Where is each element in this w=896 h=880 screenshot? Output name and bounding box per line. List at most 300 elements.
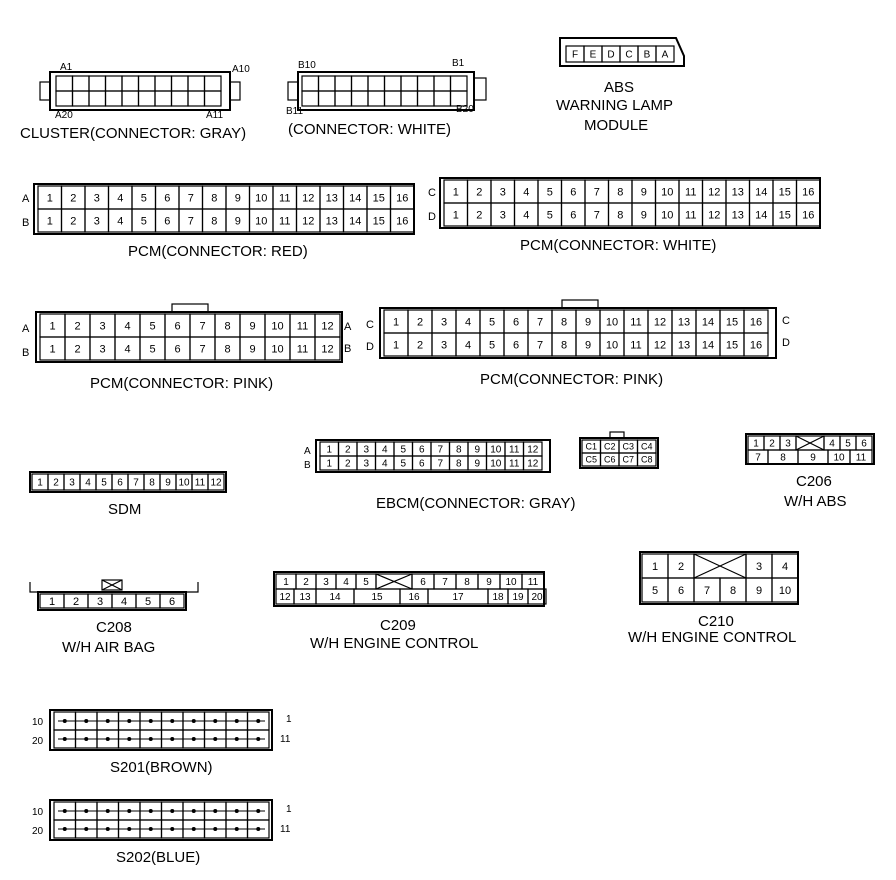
cluster-corner-a10: A10 <box>232 64 250 75</box>
c-pin <box>582 440 601 453</box>
pcm-pin <box>562 203 586 226</box>
svg-text:2: 2 <box>769 438 775 450</box>
svg-text:3: 3 <box>363 458 370 470</box>
s202-corner-20: 20 <box>32 826 44 837</box>
pcm-pin <box>65 337 90 360</box>
svg-text:1: 1 <box>651 560 659 573</box>
c208-connector <box>30 580 198 610</box>
svg-text:1: 1 <box>326 458 333 470</box>
svg-text:7: 7 <box>199 320 206 333</box>
pcm-pin <box>672 310 696 333</box>
svg-text:9: 9 <box>249 343 256 356</box>
svg-text:4: 4 <box>781 560 789 573</box>
svg-text:4: 4 <box>464 339 472 352</box>
pcm-pin <box>750 203 774 226</box>
ebcm-row-a: A <box>304 446 311 457</box>
c209-pin <box>354 589 400 604</box>
c210-pin <box>746 554 772 578</box>
svg-text:5: 5 <box>400 458 407 470</box>
svg-text:16: 16 <box>802 209 815 222</box>
svg-text:3: 3 <box>499 186 506 199</box>
svg-text:12: 12 <box>653 339 667 352</box>
pcm-pin <box>179 209 203 232</box>
pcm-pin <box>744 310 768 333</box>
c206-pin <box>748 436 764 450</box>
pcm-red-row-a: A <box>22 193 30 205</box>
pcm-pin <box>726 180 750 203</box>
pcm-pin <box>576 310 600 333</box>
svg-text:5: 5 <box>546 209 553 222</box>
sdm-label: SDM <box>108 501 142 518</box>
svg-text:12: 12 <box>302 192 315 205</box>
pcm-pin <box>273 209 297 232</box>
svg-text:3: 3 <box>99 343 106 356</box>
ebcm-pin <box>505 442 524 456</box>
pcm-pin <box>750 180 774 203</box>
pcm-pin <box>179 186 203 209</box>
pcm-pink-12-connector <box>22 304 352 362</box>
pcm-pin <box>265 337 290 360</box>
svg-text:5: 5 <box>400 444 407 456</box>
svg-text:1: 1 <box>37 477 43 489</box>
svg-text:7: 7 <box>133 477 139 489</box>
svg-text:9: 9 <box>640 209 647 222</box>
svg-text:1: 1 <box>452 186 459 199</box>
svg-text:3: 3 <box>440 316 448 329</box>
pcm-pin <box>240 314 265 337</box>
svg-text:9: 9 <box>234 215 241 228</box>
c-pin <box>601 453 620 466</box>
ebcm-pin <box>394 442 413 456</box>
svg-text:8: 8 <box>211 192 218 205</box>
svg-text:13: 13 <box>677 339 691 352</box>
pcm-pin <box>62 186 86 209</box>
svg-text:1: 1 <box>49 320 56 333</box>
svg-text:8: 8 <box>729 584 737 597</box>
c208-label-1: C208 <box>96 619 132 636</box>
cluster-label: CLUSTER(CONNECTOR: GRAY) <box>20 125 247 142</box>
pcm-pin <box>585 203 609 226</box>
s202-corner-11: 11 <box>280 824 291 835</box>
svg-text:10: 10 <box>178 477 190 489</box>
pcm-pin <box>515 180 539 203</box>
svg-text:10: 10 <box>490 444 502 456</box>
white-cell <box>418 76 435 91</box>
abs-pin <box>656 46 674 62</box>
svg-text:6: 6 <box>164 192 171 205</box>
pcm-pin <box>609 203 633 226</box>
svg-text:10: 10 <box>661 186 674 199</box>
pcm-pin <box>165 337 190 360</box>
pcm-pin <box>528 333 552 356</box>
svg-text:10: 10 <box>490 458 502 470</box>
svg-text:4: 4 <box>343 577 349 589</box>
sdm-pin <box>208 474 224 490</box>
sdm-pin <box>96 474 112 490</box>
c210-pin <box>772 554 798 578</box>
svg-text:8: 8 <box>224 320 231 333</box>
svg-text:7: 7 <box>187 215 194 228</box>
svg-text:16: 16 <box>396 192 409 205</box>
c206-pin <box>764 436 780 450</box>
cluster-corner-a20: A20 <box>55 110 73 121</box>
svg-text:5: 5 <box>101 477 107 489</box>
svg-text:15: 15 <box>725 316 739 329</box>
c209-pin <box>316 574 336 589</box>
svg-text:8: 8 <box>224 343 231 356</box>
c210-label-1: C210 <box>698 613 734 630</box>
pcm-pink-16-connector <box>366 300 790 358</box>
svg-text:14: 14 <box>701 316 715 329</box>
pcm-pink12-row-b: B <box>22 347 30 359</box>
pcm-pin <box>609 180 633 203</box>
pcm-pin <box>226 186 250 209</box>
svg-text:7: 7 <box>437 458 444 470</box>
svg-text:4: 4 <box>381 444 388 456</box>
svg-text:10: 10 <box>778 584 792 597</box>
pcm-pin <box>40 314 65 337</box>
svg-text:13: 13 <box>677 316 691 329</box>
s202-label: S202(BLUE) <box>116 849 201 866</box>
svg-text:3: 3 <box>499 209 506 222</box>
c208-pin <box>112 594 136 608</box>
cluster-gray-connector <box>40 62 250 121</box>
svg-text:4: 4 <box>120 595 128 608</box>
pcm-white-connector <box>428 178 820 228</box>
svg-text:13: 13 <box>731 186 744 199</box>
pcm-pin <box>648 333 672 356</box>
cluster-cell <box>73 76 90 91</box>
ebcm-pin <box>357 442 376 456</box>
pcm-pin <box>40 337 65 360</box>
c209-pin <box>336 574 356 589</box>
abs-pin <box>566 46 584 62</box>
ebcm-pin <box>339 456 358 470</box>
cluster-cell <box>139 76 156 91</box>
c206-pin <box>748 450 768 464</box>
sdm-pin <box>32 474 48 490</box>
svg-text:7: 7 <box>593 209 600 222</box>
cluster-cell <box>139 91 156 106</box>
pcm-pin <box>538 203 562 226</box>
pcm-pin <box>552 333 576 356</box>
svg-text:15: 15 <box>725 339 739 352</box>
svg-text:14: 14 <box>349 192 362 205</box>
svg-text:4: 4 <box>464 316 472 329</box>
pcm-pin <box>85 186 109 209</box>
c206-pin <box>824 436 840 450</box>
svg-text:15: 15 <box>372 192 385 205</box>
ebcm-pin <box>431 442 450 456</box>
s201-corner-20: 20 <box>32 736 44 747</box>
pcm-pink12-row-a-right: A <box>344 321 352 333</box>
ebcm-row-b: B <box>304 460 311 471</box>
svg-text:12: 12 <box>708 186 721 199</box>
s201-corner-10: 10 <box>32 717 44 728</box>
svg-text:10: 10 <box>605 316 619 329</box>
svg-text:8: 8 <box>455 444 462 456</box>
pcm-pin <box>115 314 140 337</box>
svg-text:1: 1 <box>48 595 56 608</box>
cluster-cell <box>56 91 73 106</box>
svg-text:4: 4 <box>117 192 124 205</box>
ebcm-pin <box>357 456 376 470</box>
pcm-pin <box>90 314 115 337</box>
pcm-pin <box>797 180 821 203</box>
c209-pin <box>428 589 488 604</box>
svg-text:6: 6 <box>570 209 577 222</box>
cluster-cell <box>56 76 73 91</box>
pcm-pin <box>85 209 109 232</box>
c209-pin <box>434 574 456 589</box>
c210-pin <box>642 554 668 578</box>
svg-text:5: 5 <box>488 316 496 329</box>
svg-text:1: 1 <box>452 209 459 222</box>
pcm-pin <box>250 186 274 209</box>
svg-text:10: 10 <box>271 343 284 356</box>
svg-text:7: 7 <box>536 339 544 352</box>
cluster-white-connector <box>286 58 486 117</box>
sdm-pin <box>128 474 144 490</box>
svg-text:9: 9 <box>755 584 763 597</box>
pcm-pin <box>679 180 703 203</box>
svg-text:6: 6 <box>861 438 867 450</box>
svg-text:12: 12 <box>321 343 334 356</box>
svg-text:13: 13 <box>299 592 311 604</box>
ebcm-pin <box>431 456 450 470</box>
svg-text:9: 9 <box>474 458 481 470</box>
svg-text:10: 10 <box>271 320 284 333</box>
svg-text:12: 12 <box>527 444 539 456</box>
svg-text:12: 12 <box>210 477 222 489</box>
svg-text:6: 6 <box>420 577 426 589</box>
svg-text:2: 2 <box>70 192 77 205</box>
c210-blank-x <box>694 554 746 578</box>
svg-text:7: 7 <box>437 444 444 456</box>
white-cell <box>368 91 385 106</box>
svg-text:8: 8 <box>560 316 568 329</box>
sdm-pin <box>64 474 80 490</box>
pcm-pin <box>720 333 744 356</box>
white-cell <box>319 76 336 91</box>
svg-text:C2: C2 <box>603 441 616 452</box>
ebcm-pin <box>376 442 395 456</box>
svg-text:1: 1 <box>46 192 53 205</box>
white-corner-b11: B11 <box>286 106 304 117</box>
svg-text:11: 11 <box>630 339 642 352</box>
svg-text:14: 14 <box>329 592 341 604</box>
c210-pin <box>668 578 694 602</box>
c206-pin <box>850 450 872 464</box>
cluster-corner-a1: A1 <box>60 62 73 73</box>
pcm-pin <box>624 310 648 333</box>
svg-text:9: 9 <box>249 320 256 333</box>
svg-text:6: 6 <box>418 444 425 456</box>
pcm-pin <box>140 337 165 360</box>
svg-text:2: 2 <box>74 320 81 333</box>
svg-text:10: 10 <box>833 452 845 464</box>
svg-text:13: 13 <box>325 215 338 228</box>
pcm-pin <box>384 310 408 333</box>
svg-text:C4: C4 <box>640 441 653 452</box>
svg-text:3: 3 <box>785 438 791 450</box>
pcm-pin <box>726 203 750 226</box>
svg-text:F: F <box>571 49 579 61</box>
ebcm-pin <box>394 456 413 470</box>
pcm-pink-label-1: PCM(CONNECTOR: PINK) <box>90 375 274 392</box>
pcm-pink-label-2: PCM(CONNECTOR: PINK) <box>480 371 664 388</box>
svg-text:2: 2 <box>677 560 685 573</box>
pcm-pin <box>576 333 600 356</box>
pcm-pin <box>585 180 609 203</box>
c210-pin <box>772 578 798 602</box>
svg-text:20: 20 <box>531 592 543 604</box>
svg-text:8: 8 <box>617 209 624 222</box>
pcm-pink16-row-d: D <box>366 341 374 353</box>
pcm-pin <box>156 209 180 232</box>
svg-text:8: 8 <box>211 215 218 228</box>
s202-corner-10: 10 <box>32 807 44 818</box>
c209-pin <box>356 574 376 589</box>
c209-pin <box>400 589 428 604</box>
svg-text:A: A <box>661 49 669 61</box>
c206-pin <box>798 450 828 464</box>
svg-text:6: 6 <box>117 477 123 489</box>
svg-text:4: 4 <box>124 320 131 333</box>
pcm-pin <box>203 209 227 232</box>
c-pin <box>638 453 657 466</box>
pcm-pin <box>367 209 391 232</box>
cluster-cell <box>205 76 222 91</box>
svg-text:4: 4 <box>523 186 530 199</box>
sdm-pin <box>80 474 96 490</box>
abs-pin <box>602 46 620 62</box>
c209-connector <box>274 572 546 606</box>
c206-pin <box>768 450 798 464</box>
s201-splice-block <box>32 710 292 750</box>
svg-text:1: 1 <box>753 438 759 450</box>
svg-text:8: 8 <box>780 452 786 464</box>
svg-text:1: 1 <box>326 444 333 456</box>
abs-pin <box>638 46 656 62</box>
svg-text:16: 16 <box>396 215 409 228</box>
c-pin <box>582 453 601 466</box>
svg-text:1: 1 <box>46 215 53 228</box>
pcm-pin <box>773 180 797 203</box>
svg-text:5: 5 <box>144 595 152 608</box>
svg-text:2: 2 <box>70 215 77 228</box>
svg-text:5: 5 <box>488 339 496 352</box>
cluster-cell <box>172 76 189 91</box>
svg-text:9: 9 <box>234 192 241 205</box>
pcm-pin <box>315 314 340 337</box>
pcm-pin <box>226 209 250 232</box>
svg-text:14: 14 <box>755 209 768 222</box>
pcm-pin <box>65 314 90 337</box>
c206-label-2: W/H ABS <box>784 493 847 510</box>
cluster-cell <box>172 91 189 106</box>
c209-pin <box>456 574 478 589</box>
pcm-red-label: PCM(CONNECTOR: RED) <box>128 243 308 260</box>
pcm-pin <box>456 310 480 333</box>
pcm-pin <box>320 186 344 209</box>
svg-text:11: 11 <box>509 458 520 470</box>
pcm-pin <box>552 310 576 333</box>
pcm-pin <box>504 310 528 333</box>
svg-text:11: 11 <box>685 186 697 199</box>
pcm-pin <box>562 180 586 203</box>
c209-pin <box>412 574 434 589</box>
svg-text:15: 15 <box>372 215 385 228</box>
s202-splice-block <box>32 800 292 840</box>
svg-text:8: 8 <box>464 577 470 589</box>
svg-text:3: 3 <box>323 577 329 589</box>
c206-connector <box>746 434 874 464</box>
pcm-white-row-c: C <box>428 187 436 199</box>
pcm-pin <box>250 209 274 232</box>
white-cell <box>451 76 468 91</box>
pcm-pin <box>367 186 391 209</box>
pcm-pin <box>491 180 515 203</box>
svg-text:10: 10 <box>255 215 268 228</box>
svg-text:6: 6 <box>512 339 520 352</box>
c209-blank-x <box>376 574 412 589</box>
c206-pin <box>780 436 796 450</box>
pcm-pin <box>515 203 539 226</box>
pcm-pin <box>432 333 456 356</box>
svg-text:2: 2 <box>476 209 483 222</box>
svg-text:1: 1 <box>392 339 400 352</box>
svg-text:11: 11 <box>296 343 309 356</box>
svg-text:6: 6 <box>174 320 181 333</box>
pcm-pin <box>444 180 468 203</box>
pcm-pin <box>408 310 432 333</box>
c209-pin <box>488 589 508 604</box>
svg-text:3: 3 <box>96 595 104 608</box>
svg-text:11: 11 <box>279 192 291 205</box>
pcm-pin <box>320 209 344 232</box>
pcm-pin <box>215 314 240 337</box>
pcm-pin <box>696 310 720 333</box>
pcm-pin <box>115 337 140 360</box>
pcm-pin <box>468 203 492 226</box>
cluster-corner-a11: A11 <box>206 110 224 121</box>
c206-pin <box>828 450 850 464</box>
pcm-pin <box>491 203 515 226</box>
svg-text:2: 2 <box>344 444 351 456</box>
c209-pin <box>316 589 354 604</box>
svg-text:C5: C5 <box>585 454 598 465</box>
ebcm-pin <box>505 456 524 470</box>
svg-text:12: 12 <box>527 458 539 470</box>
pcm-pin <box>265 314 290 337</box>
svg-text:2: 2 <box>344 458 351 470</box>
svg-text:16: 16 <box>749 339 763 352</box>
svg-text:5: 5 <box>140 192 147 205</box>
svg-text:3: 3 <box>69 477 75 489</box>
svg-text:5: 5 <box>140 215 147 228</box>
svg-text:8: 8 <box>617 186 624 199</box>
svg-text:17: 17 <box>452 592 464 604</box>
svg-text:19: 19 <box>512 592 524 604</box>
c206-label-1: C206 <box>796 473 832 490</box>
svg-text:D: D <box>607 49 615 61</box>
svg-text:2: 2 <box>416 316 424 329</box>
cluster-cell <box>188 91 205 106</box>
svg-text:12: 12 <box>653 316 667 329</box>
c208-pin <box>136 594 160 608</box>
svg-text:10: 10 <box>661 209 674 222</box>
